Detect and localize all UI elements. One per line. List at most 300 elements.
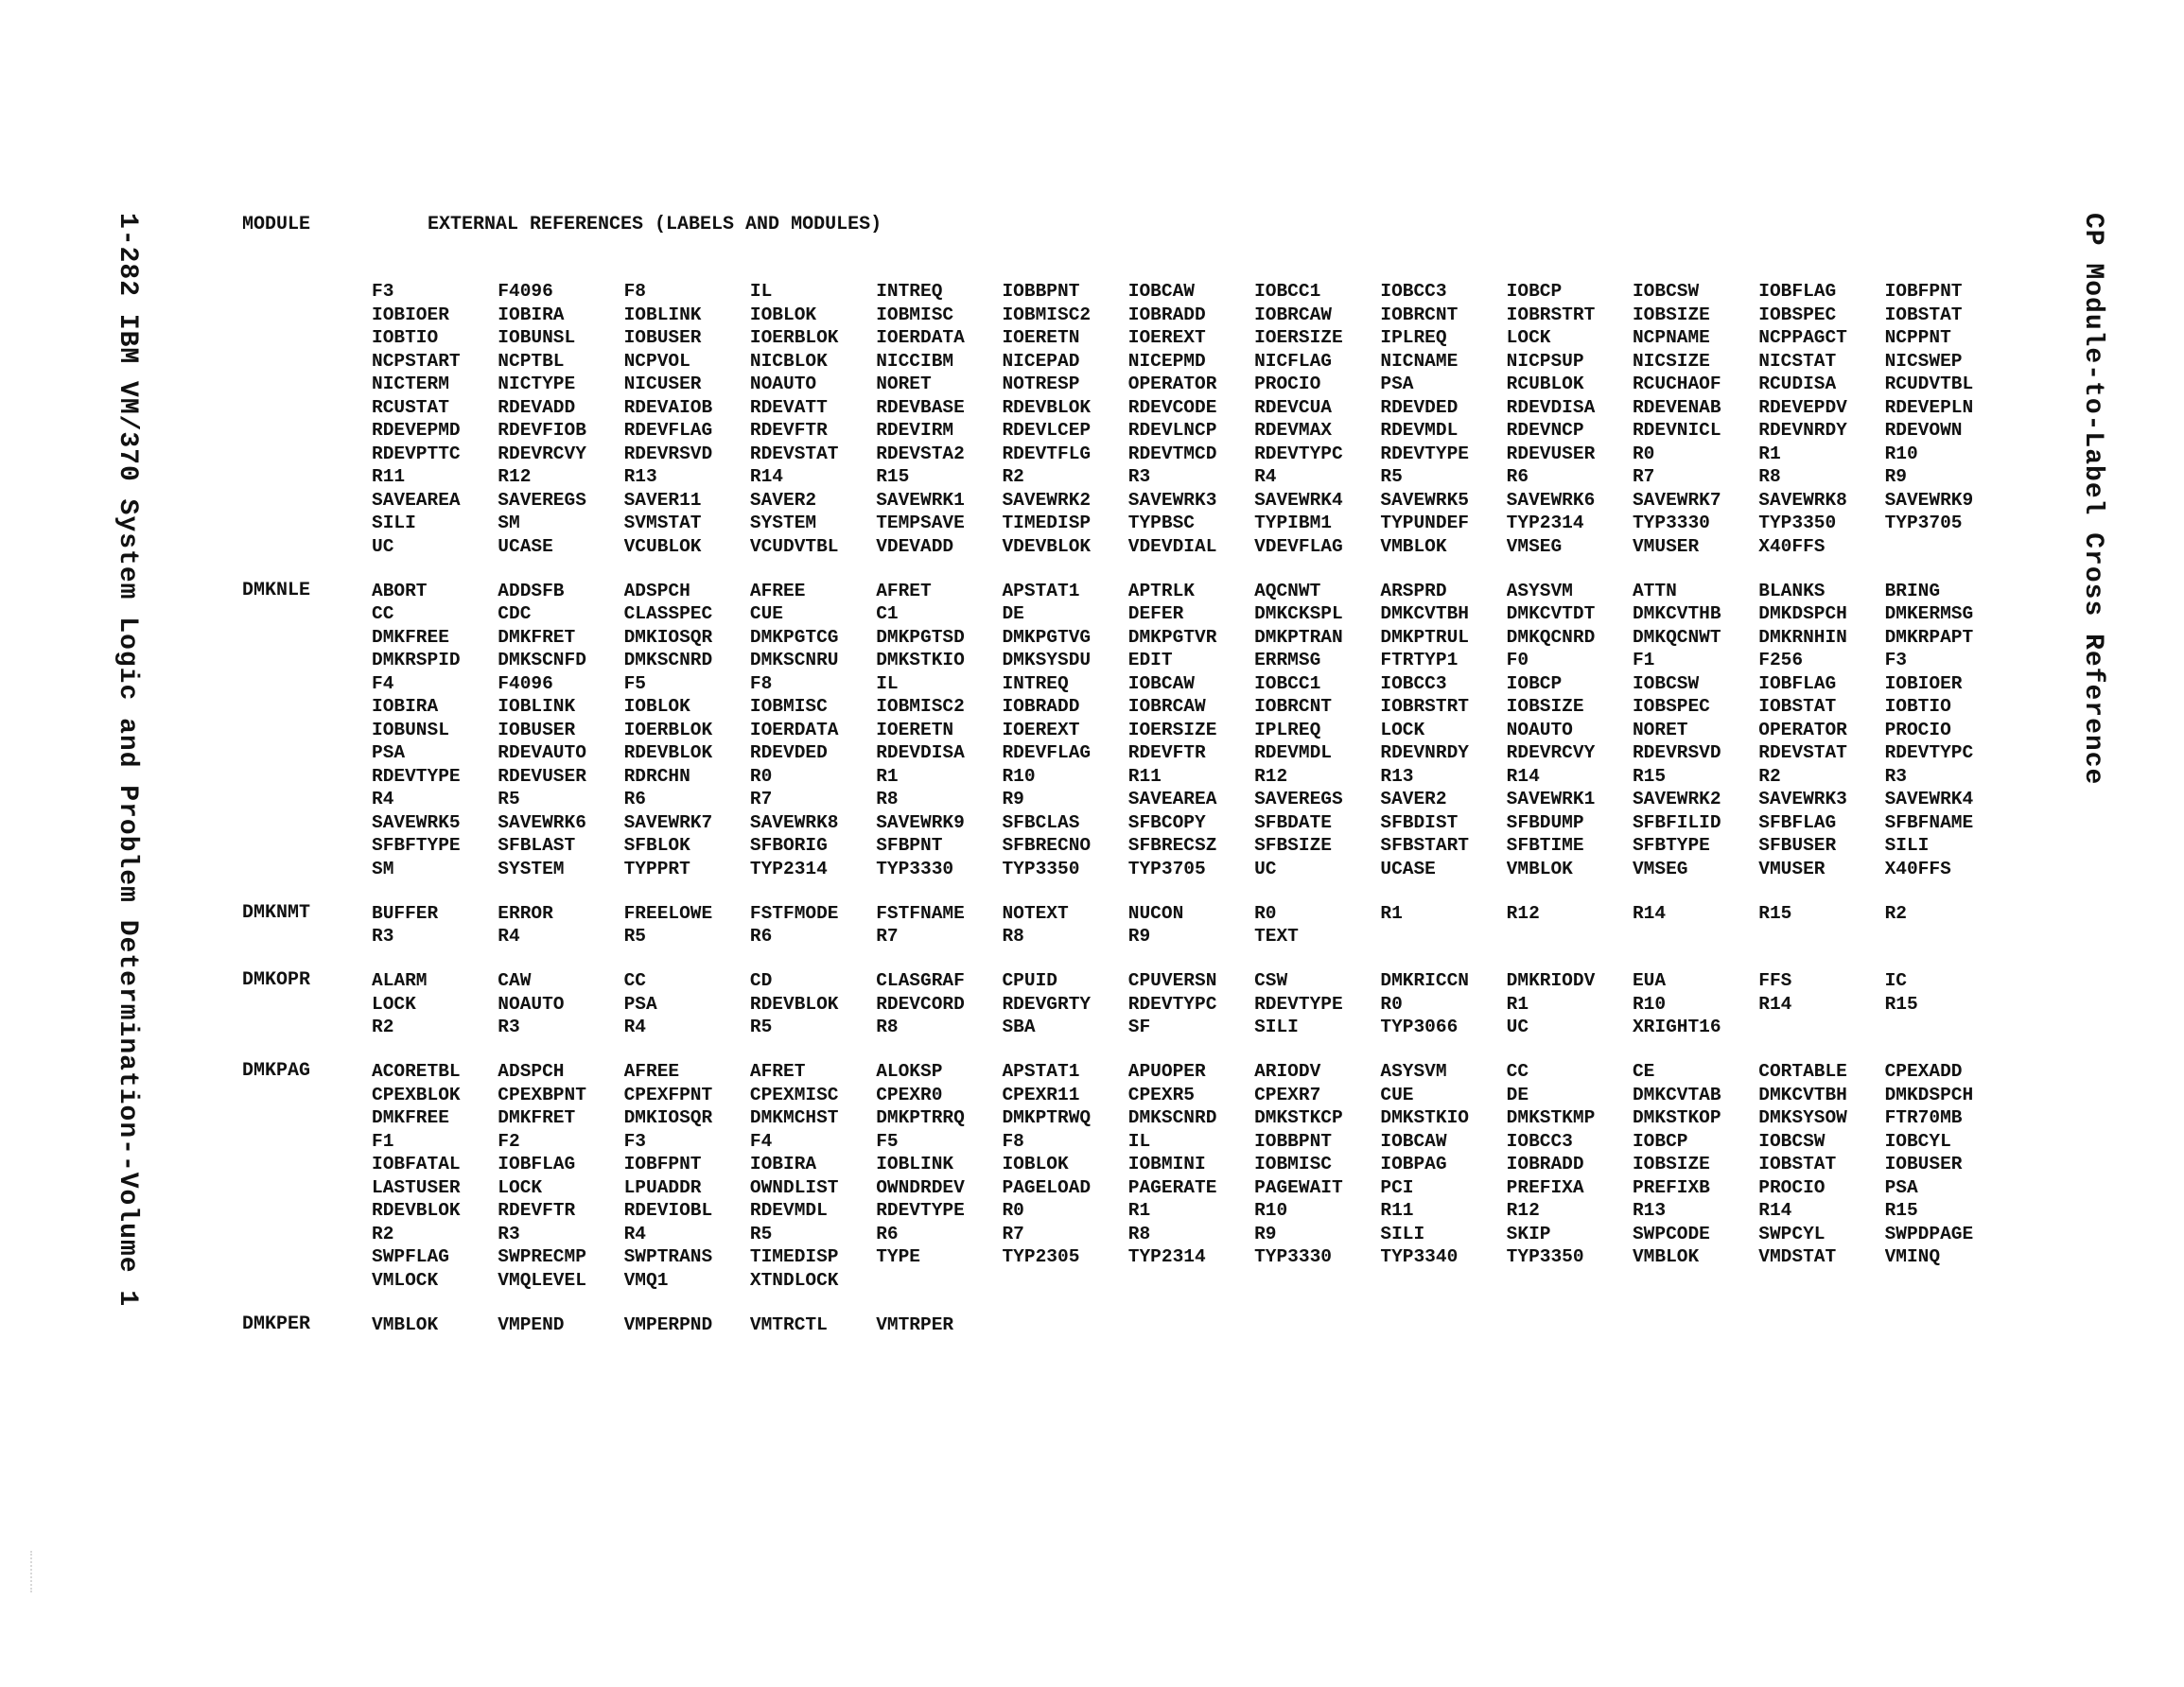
reference-label: RDEVEPMD — [372, 420, 461, 441]
reference-label: CORTABLE — [1758, 1061, 1847, 1082]
reference-label: SFBTIME — [1506, 835, 1584, 856]
reference-label: R2 — [372, 1017, 394, 1037]
reference-label: F3 — [1884, 650, 1907, 670]
reference-label: VDEVBLOK — [1002, 535, 1092, 557]
reference-label: TYP3350 — [1506, 1246, 1584, 1267]
reference-label: APTRLK — [1127, 580, 1195, 601]
reference-label: IOBUSER — [1884, 1154, 1963, 1174]
reference-label: RDEVAUTO — [498, 742, 586, 763]
reference-label: PSA — [1884, 1176, 1918, 1198]
reference-label: ATTN — [1632, 580, 1677, 601]
reference-label: ALOKSP — [876, 1061, 943, 1082]
reference-label: IL — [1127, 1130, 1151, 1152]
reference-label: OWNDLIST — [749, 1176, 839, 1198]
reference-label: R3 — [372, 926, 394, 947]
reference-label: EUA — [1632, 970, 1667, 991]
reference-label: R5 — [1380, 466, 1403, 487]
reference-label: ABORT — [372, 580, 428, 601]
reference-label: IOBIRA — [372, 696, 439, 717]
reference-label: SWPTRANS — [623, 1246, 713, 1267]
reference-label: NOAUTO — [749, 374, 817, 394]
reference-label: NOTEXT — [1002, 902, 1069, 924]
reference-label: VMBLOK — [372, 1313, 439, 1335]
reference-label: RDEVBLOK — [372, 1200, 461, 1221]
reference-label: DMKDSPCH — [1758, 603, 1847, 624]
reference-label: R5 — [749, 1223, 773, 1244]
reference-label: VCUBLOK — [623, 535, 702, 557]
reference-label: SAVEWRK9 — [1884, 489, 1974, 511]
reference-label: RDEVNRDY — [1758, 420, 1847, 441]
reference-label: ACORETBL — [372, 1061, 461, 1082]
reference-label: RDEVMAX — [1254, 420, 1332, 441]
reference-label: R8 — [1002, 926, 1024, 947]
reference-label: TYP2314 — [1506, 513, 1584, 533]
reference-label: SFBLAST — [498, 835, 576, 856]
reference-label: RDEVTYPC — [1254, 443, 1343, 464]
reference-label: ADSPCH — [498, 1061, 565, 1082]
reference-label: R3 — [498, 1223, 520, 1244]
reference-label: R12 — [1506, 1200, 1540, 1221]
reference-label: F256 — [1758, 650, 1804, 670]
reference-label: RDEVUSER — [1506, 443, 1596, 464]
reference-label: SILI — [1884, 835, 1930, 856]
reference-label: R13 — [1632, 1200, 1667, 1221]
module-block — [242, 280, 2068, 558]
reference-label: R14 — [1506, 765, 1540, 787]
reference-label: TYP3350 — [1758, 513, 1837, 533]
reference-label: R1 — [1758, 443, 1781, 464]
reference-label: IOBFLAG — [498, 1154, 576, 1174]
reference-label: RDEVBLOK — [749, 993, 839, 1015]
reference-label: DMKPGTVR — [1127, 626, 1217, 648]
reference-label: IL — [749, 281, 773, 302]
reference-label: SAVER11 — [623, 489, 702, 511]
reference-label: SFBSIZE — [1254, 835, 1332, 856]
reference-label: NICFLAG — [1254, 350, 1332, 372]
reference-label: IOBMISC — [876, 304, 954, 325]
reference-label: SILI — [1254, 1017, 1299, 1037]
reference-label: CPEXR0 — [876, 1084, 943, 1105]
reference-grid — [372, 969, 2068, 1039]
reference-label: IOERSIZE — [1254, 327, 1343, 348]
reference-label: IOBFPNT — [623, 1154, 702, 1174]
reference-label: TYP2305 — [1002, 1246, 1080, 1267]
reference-label: F3 — [372, 281, 394, 302]
reference-label: IOBUSER — [498, 719, 576, 740]
reference-label: SAVEWRK7 — [623, 811, 713, 833]
reference-label: CPEXBLOK — [372, 1084, 461, 1105]
reference-label: RDEVFTR — [1127, 742, 1206, 763]
reference-label: CAW — [498, 970, 532, 991]
reference-label: VCUDVTBL — [749, 535, 839, 557]
reference-label: R9 — [1254, 1223, 1277, 1244]
reference-label: F4096 — [498, 281, 553, 302]
scan-artifact — [30, 1551, 35, 1592]
reference-label: IOEREXT — [1002, 719, 1080, 740]
reference-label: RDEVADD — [498, 396, 576, 418]
reference-label: DMKSCNRU — [749, 650, 839, 670]
reference-label: SFBSTART — [1380, 835, 1469, 856]
reference-label: DMKCKSPL — [1254, 603, 1343, 624]
reference-label: IOBRCAW — [1127, 696, 1206, 717]
reference-label: PROCIO — [1758, 1176, 1826, 1198]
reference-label: F5 — [876, 1130, 899, 1152]
reference-label: R4 — [498, 926, 520, 947]
reference-label: SYSTEM — [498, 858, 565, 879]
reference-label: SF — [1127, 1017, 1151, 1037]
reference-label: IOBCC3 — [1380, 672, 1447, 694]
reference-label: R4 — [1254, 466, 1277, 487]
reference-label: VMTRCTL — [749, 1313, 828, 1335]
reference-label: NORET — [876, 374, 932, 394]
reference-label: SAVEWRK3 — [1127, 489, 1217, 511]
reference-label: SFBLOK — [623, 835, 690, 856]
reference-label: SAVEAREA — [372, 489, 461, 511]
reference-label: R5 — [623, 926, 646, 947]
reference-label: APSTAT1 — [1002, 580, 1080, 601]
reference-label: NCPPAGCT — [1758, 327, 1847, 348]
reference-label: IOBIRA — [498, 304, 565, 325]
reference-label: IL — [876, 672, 899, 694]
reference-label: NICTERM — [372, 374, 449, 394]
reference-label: DMKPGTVG — [1002, 626, 1092, 648]
reference-label: PAGELOAD — [1002, 1176, 1092, 1198]
reference-label: NICBLOK — [749, 350, 828, 372]
reference-label: F1 — [372, 1130, 394, 1152]
reference-label: IOBBPNT — [1002, 281, 1080, 302]
reference-label: FTRTYP1 — [1380, 650, 1459, 670]
reference-label: IOBBPNT — [1254, 1130, 1332, 1152]
reference-label: RCUDVTBL — [1884, 374, 1974, 394]
reference-label: UC — [1254, 858, 1277, 879]
reference-label: IOERETN — [1002, 327, 1080, 348]
reference-label: R10 — [1002, 765, 1036, 787]
reference-label: RDEVSTA2 — [876, 443, 965, 464]
reference-label: R15 — [876, 466, 910, 487]
reference-label: IOBUNSL — [372, 719, 449, 740]
reference-label: F1 — [1632, 650, 1655, 670]
reference-label: DMKRPAPT — [1884, 626, 1974, 648]
reference-label: IOBFPNT — [1884, 281, 1963, 302]
reference-label: NCPNAME — [1632, 327, 1710, 348]
reference-label: F0 — [1506, 650, 1529, 670]
reference-label: IOBIRA — [749, 1154, 817, 1174]
reference-label: DMKRNHIN — [1758, 626, 1847, 648]
reference-label: IOBLINK — [876, 1154, 954, 1174]
reference-label: F4 — [749, 1130, 773, 1152]
reference-label: R10 — [1632, 993, 1667, 1015]
reference-label: R1 — [1506, 993, 1529, 1015]
reference-label: XTNDLOCK — [749, 1269, 839, 1291]
reference-label: IOBCAW — [1127, 672, 1195, 694]
reference-label: RDEVMDL — [1380, 420, 1459, 441]
reference-label: PSA — [372, 742, 406, 763]
reference-label: R3 — [1127, 466, 1151, 487]
reference-label: RDEVTYPE — [876, 1200, 965, 1221]
reference-label: CDC — [498, 603, 532, 624]
reference-label: CPEXR11 — [1002, 1084, 1080, 1105]
reference-label: INTREQ — [1002, 672, 1069, 694]
reference-label: CPUID — [1002, 970, 1057, 991]
reference-label: SAVEWRK1 — [876, 489, 965, 511]
reference-label: R2 — [1884, 902, 1907, 924]
reference-label: R4 — [623, 1223, 646, 1244]
reference-label: IOBFLAG — [1758, 672, 1837, 694]
reference-label: IOBMINI — [1127, 1154, 1206, 1174]
reference-label: R2 — [1002, 466, 1024, 487]
reference-label: ADDSFB — [498, 580, 565, 601]
reference-label: NICNAME — [1380, 350, 1459, 372]
reference-label: NICSWEP — [1884, 350, 1963, 372]
reference-label: DMKSTKCP — [1254, 1107, 1343, 1128]
reference-label: R0 — [1002, 1200, 1024, 1221]
reference-label: VMSEG — [1506, 535, 1563, 557]
reference-label: SWPFLAG — [372, 1246, 449, 1267]
reference-label: DMKSTKIO — [1380, 1107, 1469, 1128]
reference-label: ARIODV — [1254, 1061, 1321, 1082]
module-block — [242, 1313, 2068, 1337]
reference-label: IOBSTAT — [1758, 696, 1837, 717]
reference-label: IOEREXT — [1127, 327, 1206, 348]
reference-label: AFRET — [876, 580, 932, 601]
reference-label: LPUADDR — [623, 1176, 702, 1198]
reference-label: DMKCVTBH — [1380, 603, 1469, 624]
reference-label: AQCNWT — [1254, 580, 1321, 601]
reference-label: SM — [498, 513, 520, 533]
reference-label: SAVEWRK6 — [1506, 489, 1596, 511]
reference-label: TYP2314 — [749, 858, 828, 879]
reference-label: DMKSCNRD — [1127, 1107, 1217, 1128]
reference-label: RDEVBLOK — [623, 742, 713, 763]
reference-label: VMPERPND — [623, 1313, 713, 1335]
reference-label: DMKSYSOW — [1758, 1107, 1847, 1128]
reference-label: DMKFREE — [372, 626, 449, 648]
reference-label: CD — [749, 970, 773, 991]
reference-label: R1 — [876, 765, 899, 787]
reference-label: NCPVOL — [623, 350, 690, 372]
reference-label: TYP3340 — [1380, 1246, 1459, 1267]
reference-label: RDEVRSVD — [623, 443, 713, 464]
reference-label: RDEVCODE — [1127, 396, 1217, 418]
reference-label: DMKQCNWT — [1632, 626, 1721, 648]
reference-label: DMKIOSQR — [623, 626, 713, 648]
reference-label: CUE — [749, 603, 783, 624]
reference-label: IOBMISC — [1254, 1154, 1332, 1174]
reference-label: IOBCAW — [1127, 281, 1195, 302]
reference-label: VMUSER — [1758, 858, 1826, 879]
reference-label: ERROR — [498, 902, 553, 924]
reference-label: OPERATOR — [1758, 719, 1847, 740]
reference-label: VMBLOK — [1632, 1246, 1700, 1267]
reference-label: DMKRICCN — [1380, 970, 1469, 991]
reference-label: SAVEWRK9 — [876, 811, 965, 833]
module-block — [242, 902, 2068, 948]
reference-label: FSTFMODE — [749, 902, 839, 924]
reference-label: R7 — [1632, 466, 1655, 487]
reference-label: SVMSTAT — [623, 513, 702, 533]
reference-grid — [372, 1313, 2068, 1337]
reference-label: RDEVTYPC — [1127, 993, 1217, 1015]
reference-label: NICCIBM — [876, 350, 954, 372]
reference-label: R1 — [1127, 1200, 1151, 1221]
reference-label: R15 — [1884, 993, 1918, 1015]
reference-label: TYPUNDEF — [1380, 513, 1469, 533]
reference-label: IOBTIO — [1884, 696, 1951, 717]
reference-label: PAGERATE — [1127, 1176, 1217, 1198]
reference-label: IOBCP — [1506, 672, 1563, 694]
reference-label: TIMEDISP — [1002, 513, 1092, 533]
reference-label: ERRMSG — [1254, 650, 1321, 670]
reference-label: DMKFRET — [498, 1107, 576, 1128]
reference-label: IOBRADD — [1506, 1154, 1584, 1174]
reference-label: SFBFILID — [1632, 811, 1721, 833]
reference-label: CPEXADD — [1884, 1061, 1963, 1082]
reference-label: RDEVEPDV — [1758, 396, 1847, 418]
reference-label: X40FFS — [1758, 535, 1826, 557]
reference-label: RDEVSTAT — [1758, 742, 1847, 763]
reference-label: SILI — [372, 513, 416, 533]
reference-label: SFBFLAG — [1758, 811, 1837, 833]
module-name: DMKPER — [242, 1313, 311, 1335]
reference-label: IPLREQ — [1254, 719, 1321, 740]
reference-label: NICEPMD — [1127, 350, 1206, 372]
reference-label: LOCK — [498, 1176, 543, 1198]
reference-label: RDEVNCP — [1506, 420, 1584, 441]
reference-label: TYPIBM1 — [1254, 513, 1332, 533]
reference-label: VMQLEVEL — [498, 1269, 586, 1291]
reference-label: VDEVADD — [876, 535, 954, 557]
reference-label: SAVEWRK5 — [1380, 489, 1469, 511]
reference-label: SBA — [1002, 1017, 1036, 1037]
reference-label: OWNDRDEV — [876, 1176, 965, 1198]
reference-label: VMPEND — [498, 1313, 565, 1335]
reference-label: R1 — [1380, 902, 1403, 924]
reference-label: TYPPRT — [623, 858, 690, 879]
reference-label: VMTRPER — [876, 1313, 954, 1335]
reference-label: DE — [1506, 1084, 1529, 1105]
reference-label: R10 — [1254, 1200, 1288, 1221]
reference-label: IOBLOK — [623, 696, 690, 717]
reference-label: R14 — [1758, 1200, 1792, 1221]
reference-label: IOBLINK — [498, 696, 576, 717]
reference-label: R8 — [876, 789, 899, 809]
reference-label: R10 — [1884, 443, 1918, 464]
reference-label: RDEVRCVY — [1506, 742, 1596, 763]
reference-label: LOCK — [1380, 719, 1425, 740]
reference-label: RDEVTYPE — [372, 765, 461, 787]
reference-label: SFBUSER — [1758, 835, 1837, 856]
reference-label: SAVEWRK4 — [1884, 789, 1974, 809]
reference-label: TEXT — [1254, 926, 1299, 947]
reference-label: VDEVFLAG — [1254, 535, 1343, 557]
reference-label: R4 — [372, 789, 394, 809]
reference-label: R8 — [1758, 466, 1781, 487]
reference-label: IOBMISC2 — [1002, 304, 1092, 325]
reference-label: SAVEWRK5 — [372, 811, 461, 833]
reference-label: LOCK — [372, 993, 416, 1015]
reference-label: R6 — [876, 1223, 899, 1244]
reference-label: TYP3330 — [876, 858, 954, 879]
reference-label: R0 — [1380, 993, 1403, 1015]
reference-label: SAVEWRK7 — [1632, 489, 1721, 511]
reference-label: PREFIXA — [1506, 1176, 1584, 1198]
reference-label: F3 — [623, 1130, 646, 1152]
reference-label: F4 — [372, 672, 394, 694]
reference-label: IOBCC1 — [1254, 672, 1321, 694]
reference-label: RDEVMDL — [749, 1200, 828, 1221]
reference-label: TYPBSC — [1127, 513, 1195, 533]
reference-label: RDEVDED — [749, 742, 828, 763]
reference-label: IOBRCAW — [1254, 304, 1332, 325]
reference-label: IOBSTAT — [1758, 1154, 1837, 1174]
reference-label: R7 — [749, 789, 773, 809]
reference-label: SFBDIST — [1380, 811, 1459, 833]
reference-label: R14 — [1758, 993, 1792, 1015]
reference-label: IOBCAW — [1380, 1130, 1447, 1152]
reference-label: NICTYPE — [498, 374, 576, 394]
reference-label: UC — [1506, 1017, 1529, 1037]
reference-label: NOAUTO — [1506, 719, 1573, 740]
reference-label: IOBLOK — [749, 304, 817, 325]
reference-label: SFBRECNO — [1002, 835, 1092, 856]
reference-label: SAVEAREA — [1127, 789, 1217, 809]
reference-label: IOBCP — [1506, 281, 1563, 302]
reference-label: RDEVDISA — [1506, 396, 1596, 418]
reference-label: RDEVTMCD — [1127, 443, 1217, 464]
reference-label: SAVEWRK2 — [1632, 789, 1721, 809]
reference-label: IOERBLOK — [749, 327, 839, 348]
reference-label: F2 — [498, 1130, 520, 1152]
reference-label: SWPRECMP — [498, 1246, 586, 1267]
reference-label: CPEXR5 — [1127, 1084, 1195, 1105]
reference-label: PAGEWAIT — [1254, 1176, 1343, 1198]
reference-label: R15 — [1758, 902, 1792, 924]
reference-label: DMKSCNFD — [498, 650, 586, 670]
reference-label: R0 — [1632, 443, 1655, 464]
reference-label: PSA — [1380, 374, 1414, 394]
reference-label: NICUSER — [623, 374, 702, 394]
reference-label: R3 — [1884, 765, 1907, 787]
reference-label: R11 — [1380, 1200, 1414, 1221]
reference-label: IOBRSTRT — [1380, 696, 1469, 717]
reference-label: NCPSTART — [372, 350, 461, 372]
reference-label: RDEVLCEP — [1002, 420, 1092, 441]
reference-label: R11 — [1127, 765, 1162, 787]
reference-label: DMKRIODV — [1506, 970, 1596, 991]
reference-label: VMINQ — [1884, 1246, 1941, 1267]
reference-label: SAVEWRK6 — [498, 811, 586, 833]
module-name: DMKNLE — [242, 579, 311, 601]
reference-label: RDEVFIOB — [498, 420, 586, 441]
reference-label: RCUCHAOF — [1632, 374, 1721, 394]
reference-label: NICPSUP — [1506, 350, 1584, 372]
reference-label: CLASSPEC — [623, 603, 713, 624]
reference-label: RDEVLNCP — [1127, 420, 1217, 441]
reference-label: R8 — [1127, 1223, 1151, 1244]
reference-label: DMKSTKOP — [1632, 1107, 1721, 1128]
reference-label: DMKPGTSD — [876, 626, 965, 648]
section-title-vertical: CP Module-to-Label Cross Reference — [2078, 213, 2107, 786]
reference-label: IOBSIZE — [1632, 304, 1710, 325]
reference-label: DMKCVTHB — [1632, 603, 1721, 624]
reference-label: IOBUSER — [623, 327, 702, 348]
reference-label: SYSTEM — [749, 513, 817, 533]
reference-label: RDEVRCVY — [498, 443, 586, 464]
reference-label: SAVER2 — [749, 489, 817, 511]
reference-label: RDEVDED — [1380, 396, 1459, 418]
reference-label: R12 — [498, 466, 532, 487]
reference-label: R2 — [1758, 765, 1781, 787]
